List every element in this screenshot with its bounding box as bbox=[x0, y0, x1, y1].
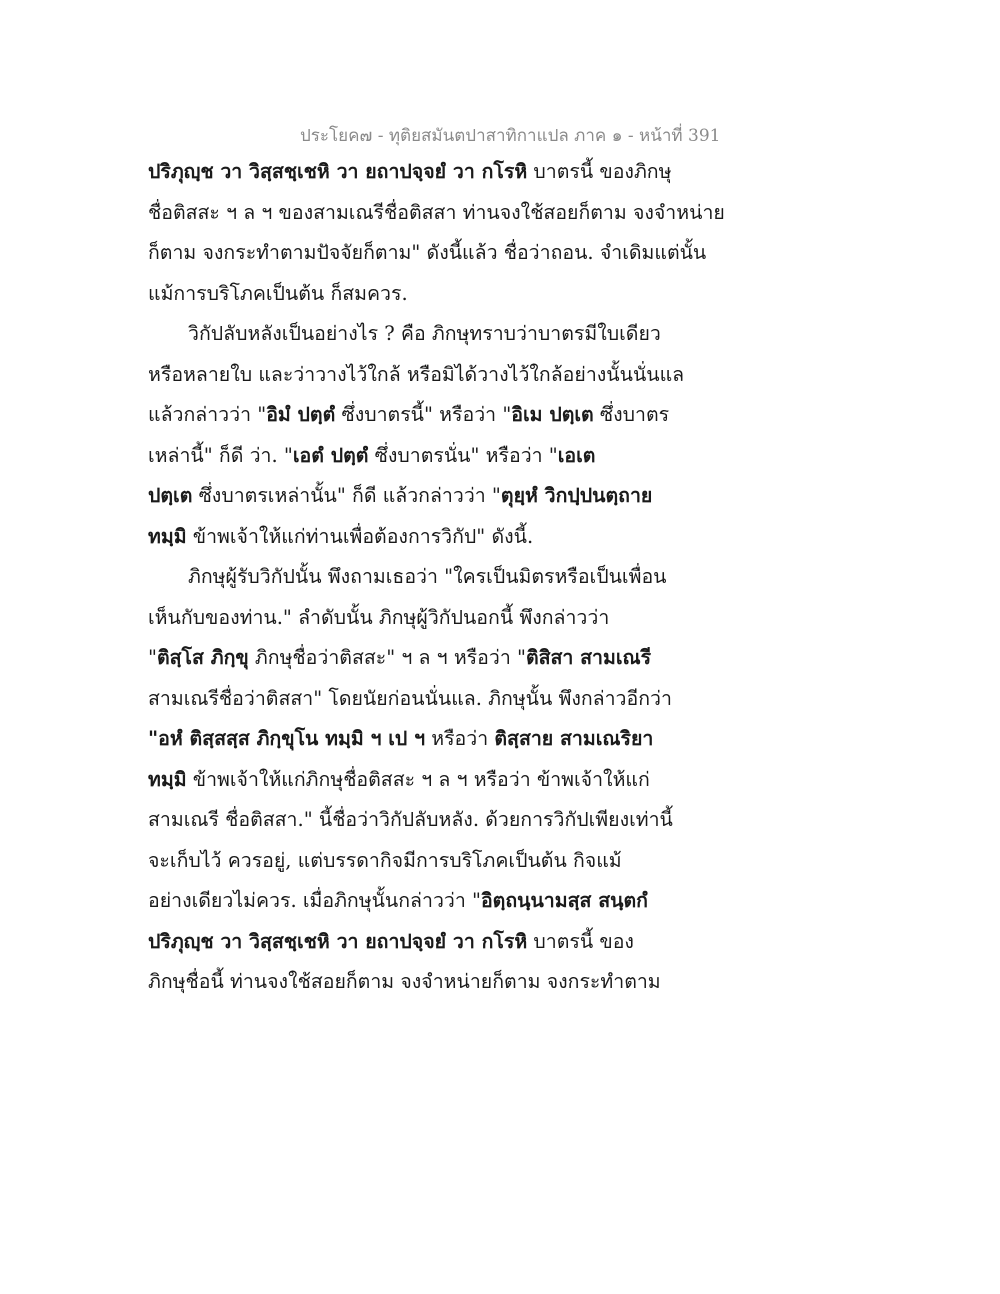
text-segment: สามเณรี ชื่อติสสา." นี้ชื่อว่าวิกัปลับหลัง. ด้วยการวิกัปเพียงเท่านี้ bbox=[148, 808, 673, 831]
text-line bbox=[148, 193, 725, 234]
text-line bbox=[148, 395, 688, 436]
text-segment: แม้การบริโภคเป็นต้น ก็สมควร. bbox=[148, 281, 408, 305]
text-line bbox=[148, 557, 688, 598]
text-segment: วิกัปลับหลังเป็นอย่างไร ? คือ ภิกษุทราบว่าบาตรมีใบเดียว bbox=[188, 322, 661, 345]
text-segment: ซึ่งบาตรเหล่านั้น" ก็ดี แล้วกล่าวว่า " bbox=[192, 484, 501, 507]
text-segment: ข้าพเจ้าให้แก่ภิกษุชื่อติสสะ ฯ ล ฯ หรือว่า ข้าพเจ้าให้แก่ bbox=[186, 767, 650, 791]
text-segment: ซึ่งบาตร bbox=[593, 403, 670, 426]
text-line bbox=[148, 476, 688, 517]
text-segment: เห็นกับของท่าน." ลำดับนั้น ภิกษุผู้วิกัปนอกนี้ พึงกล่าวว่า bbox=[148, 605, 610, 629]
text-segment: ชื่อติสสะ ฯ ล ฯ ของสามเณรีชื่อติสสา ท่านจงใช้สอยก็ตาม จงจำหน่าย bbox=[148, 200, 725, 224]
text-line bbox=[148, 152, 688, 193]
text-segment: จะเก็บไว้ ควรอยู่, แต่บรรดากิจมีการบริโภคเป็นต้น กิจแม้ bbox=[148, 848, 622, 872]
pali-term: ปริภุญฺช วา วิสฺสชฺเชหิ วา ยถาปจฺจยํ วา กโรหิ bbox=[148, 160, 528, 183]
text-line bbox=[148, 962, 688, 1003]
text-segment: " bbox=[148, 646, 157, 669]
text-line bbox=[148, 800, 688, 841]
pali-term: ทมฺมิ bbox=[148, 524, 187, 548]
text-segment: หรือว่า bbox=[425, 727, 495, 750]
pali-term: ตุยฺหํ วิกปฺปนตฺถาย bbox=[500, 484, 653, 507]
pali-term: ติสิสา สามเณรี bbox=[525, 646, 652, 669]
pali-term: อิมํ ปตฺตํ bbox=[266, 403, 336, 426]
text-segment: อย่างเดียวไม่ควร. เมื่อภิกษุนั้นกล่าวว่า " bbox=[148, 889, 481, 912]
text-segment: ก็ตาม จงกระทำตามปัจจัยก็ตาม" ดังนี้แล้ว ชื่อว่าถอน. จำเดิมแต่นั้น bbox=[148, 241, 707, 264]
text-segment: บาตรนี้ ของ bbox=[527, 929, 634, 953]
text-segment: ข้าพเจ้าให้แก่ท่านเพื่อต้องการวิกัป" ดังนี้. bbox=[186, 524, 534, 548]
text-line bbox=[148, 436, 688, 477]
body-text bbox=[148, 152, 725, 1003]
pali-term: อิเม ปตฺเต bbox=[511, 403, 594, 426]
text-line bbox=[148, 760, 688, 801]
text-line bbox=[148, 841, 688, 882]
text-segment: ภิกษุชื่อว่าติสสะ" ฯ ล ฯ หรือว่า " bbox=[248, 646, 526, 669]
text-line bbox=[148, 638, 688, 679]
text-line bbox=[148, 314, 688, 355]
pali-term: ติสฺสาย สามเณริยา bbox=[494, 727, 654, 750]
text-segment: หรือหลายใบ และว่าวางไว้ใกล้ หรือมิได้วางไว้ใกล้อย่างนั้นนั่นแล bbox=[148, 362, 685, 386]
text-line bbox=[148, 881, 688, 922]
pali-term: ปริภุญฺช วา วิสฺสชฺเชหิ วา ยถาปจฺจยํ วา กโรหิ bbox=[148, 929, 528, 953]
text-segment: แล้วกล่าวว่า " bbox=[148, 403, 267, 426]
pali-term: ปตฺเต bbox=[148, 484, 193, 507]
pali-term: เอเต bbox=[557, 443, 596, 467]
pali-term: ติสฺโส ภิกฺขุ bbox=[156, 646, 249, 669]
text-segment: ภิกษุผู้รับวิกัปนั้น พึงถามเธอว่า "ใครเป็นมิตรหรือเป็นเพื่อน bbox=[188, 565, 667, 588]
text-line bbox=[148, 719, 688, 760]
text-line bbox=[148, 274, 688, 315]
running-head: ประโยค๗ - ทุติยสมันตปาสาทิกาแปล ภาค ๑ - หน้าที่ 391 bbox=[300, 126, 721, 146]
text-segment: ซึ่งบาตรนั่น" หรือว่า " bbox=[368, 443, 558, 467]
pali-term: ทมฺมิ bbox=[148, 767, 187, 791]
pali-term: "อหํ ติสฺสสฺส ภิกฺขุโน ทมฺมิ ฯ เป ฯ bbox=[148, 727, 426, 750]
pali-term: อิตฺถนฺนามสฺส สนฺตกํ bbox=[480, 889, 648, 912]
text-segment: ภิกษุชื่อนี้ ท่านจงใช้สอยก็ตาม จงจำหน่ายก็ตาม จงกระทำตาม bbox=[148, 970, 661, 993]
text-segment: บาตรนี้ ของภิกษุ bbox=[527, 160, 672, 183]
text-line bbox=[148, 598, 688, 639]
text-segment: เหล่านี้" ก็ดี ว่า. " bbox=[148, 443, 293, 467]
text-line bbox=[148, 355, 688, 396]
text-line bbox=[148, 517, 688, 558]
pali-term: เอตํ ปตฺตํ bbox=[292, 443, 369, 467]
text-segment: ซึ่งบาตรนี้" หรือว่า " bbox=[335, 403, 512, 426]
text-segment: สามเณรีชื่อว่าติสสา" โดยนัยก่อนนั่นแล. ภิกษุนั้น พึงกล่าวอีกว่า bbox=[148, 686, 672, 710]
text-line bbox=[148, 233, 707, 274]
text-line bbox=[148, 679, 688, 720]
text-line bbox=[148, 922, 688, 963]
